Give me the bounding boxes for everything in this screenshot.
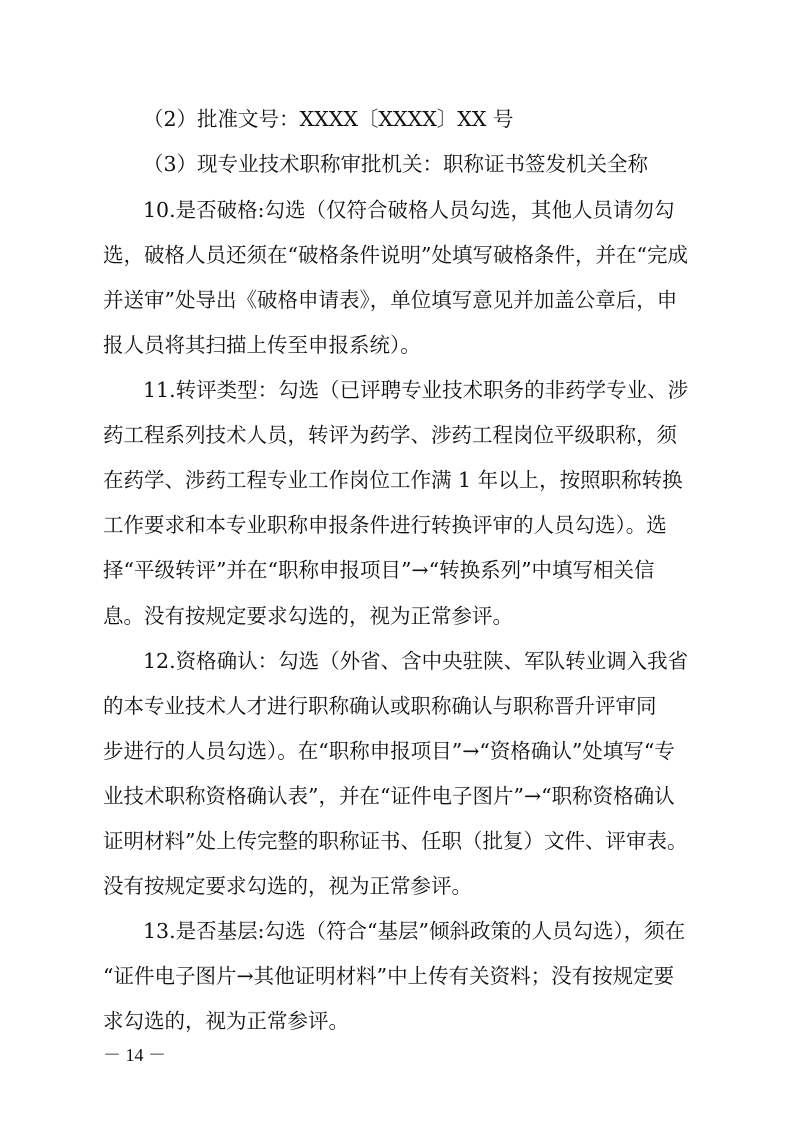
text-line: 没有按规定要求勾选的，视为正常参评。 xyxy=(103,874,472,898)
page-number: － 14 － xyxy=(103,1045,166,1065)
text-line: 13.是否基层:勾选（符合“基层”倾斜政策的人员勾选），须在 xyxy=(143,919,686,943)
text-line: 业技术职称资格确认表”，并在“证件电子图片”→“职称资格确认 xyxy=(103,784,675,808)
text-line: 步进行的人员勾选）。在“职称申报项目”→“资格确认”处填写“专 xyxy=(103,739,675,763)
text-line: 11.转评类型：勾选（已评聘专业技术职务的非药学专业、涉 xyxy=(143,378,689,402)
text-line: 在药学、涉药工程专业工作岗位工作满 1 年以上，按照职称转换 xyxy=(103,468,683,492)
text-line: 10.是否破格:勾选（仅符合破格人员勾选，其他人员请勿勾 xyxy=(143,198,675,222)
text-line: （3）现专业技术职称审批机关：职称证书签发机关全称 xyxy=(143,152,649,176)
text-line: 药工程系列技术人员，转评为药学、涉药工程岗位平级职称，须 xyxy=(103,423,677,447)
text-line: 报人员将其扫描上传至申报系统）。 xyxy=(103,333,421,357)
text-line: “证件电子图片→其他证明材料”中上传有关资料；没有按规定要 xyxy=(103,964,675,988)
text-line: （2）批准文号：XXXX〔XXXX〕XX 号 xyxy=(143,107,514,131)
text-line: 12.资格确认：勾选（外省、含中央驻陕、军队转业调入我省 xyxy=(143,649,689,673)
text-line: 证明材料”处上传完整的职称证书、任职（批复）文件、评审表。 xyxy=(103,829,688,853)
text-line: 求勾选的，视为正常参评。 xyxy=(103,1009,349,1033)
text-line: 择“平级转评”并在“职称申报项目”→“转换系列”中填写相关信 xyxy=(103,558,655,582)
text-line: 息。没有按规定要求勾选的，视为正常参评。 xyxy=(103,604,513,628)
text-line: 选，破格人员还须在“破格条件说明”处填写破格条件，并在“完成 xyxy=(103,243,688,267)
text-line: 工作要求和本专业职称申报条件进行转换评审的人员勾选）。选 xyxy=(103,513,667,537)
text-line: 的本专业技术人才进行职称确认或职称确认与职称晋升评审同 xyxy=(103,694,657,718)
text-line: 并送审”处导出《破格申请表》，单位填写意见并加盖公章后，申 xyxy=(103,288,678,312)
